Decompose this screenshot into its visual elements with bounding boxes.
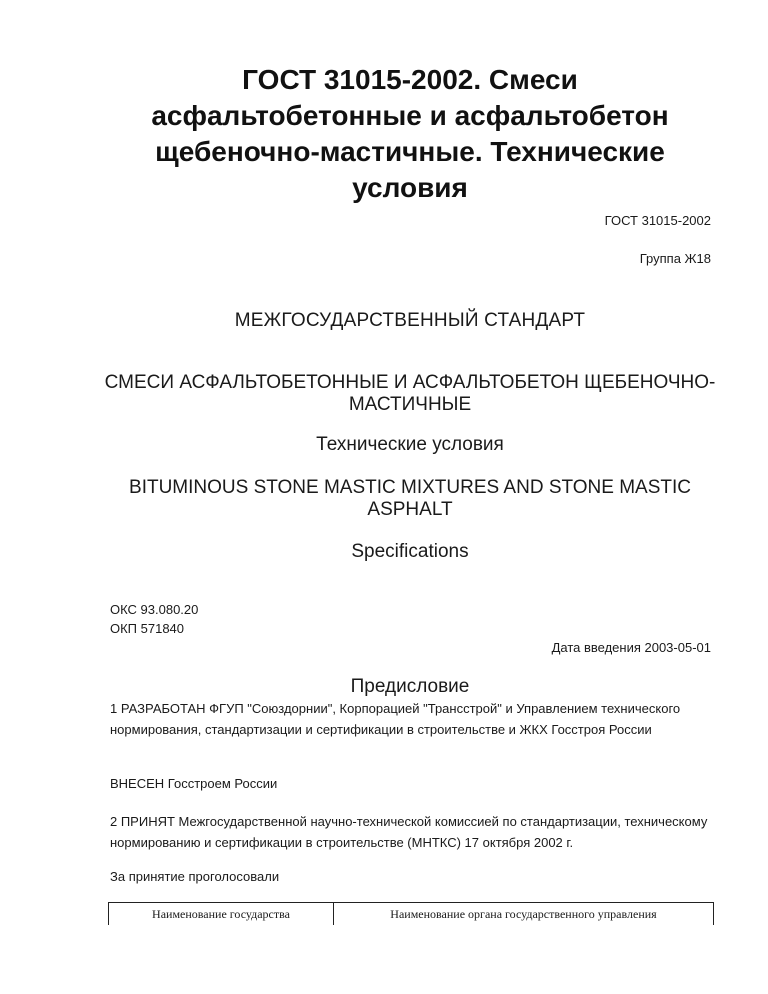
document-code: ГОСТ 31015-2002 <box>604 213 711 228</box>
voting-table <box>108 902 714 925</box>
document-group: Группа Ж18 <box>639 251 711 266</box>
table-header-state: Наименование государства <box>109 903 334 925</box>
standard-subtitle-en: Specifications <box>351 541 469 562</box>
standard-name-ru: СМЕСИ АСФАЛЬТОБЕТОННЫЕ И АСФАЛЬТОБЕТОН ЩЕБЕНОЧНО-МАСТИЧНЫЕ <box>104 372 716 415</box>
preface-paragraph-2: ВНЕСЕН Госстроем России <box>110 776 278 791</box>
preface-heading: Предисловие <box>350 676 470 697</box>
preface-paragraph-3: 2 ПРИНЯТ Межгосударственной научно-технической комиссией по стандартизации, техническому нормированию и сертификации в строительстве (МНТКС) 17 октября 2002 г. <box>110 814 708 850</box>
introduction-date: Дата введения 2003-05-01 <box>551 640 711 655</box>
oks-code: ОКС 93.080.20 <box>110 602 199 617</box>
standard-subtitle-ru: Технические условия <box>316 434 504 455</box>
table-header-authority: Наименование органа государственного управления <box>390 906 657 921</box>
preface-paragraph-4: За принятие проголосовали <box>110 869 280 884</box>
page-title: ГОСТ 31015-2002. Смеси асфальтобетонные и асфальтобетон щебеночно-мастичные. Технические условия <box>151 64 669 203</box>
standard-type-heading: МЕЖГОСУДАРСТВЕННЫЙ СТАНДАРТ <box>234 310 586 331</box>
preface-paragraph-1: 1 РАЗРАБОТАН ФГУП "Союздорнии", Корпорацией "Трансстрой" и Управлением технического нормирования, стандартизации и сертификации в строительстве и ЖКХ Госстроя России <box>110 701 681 737</box>
okp-code: ОКП 571840 <box>110 621 185 636</box>
standard-name-en: BITUMINOUS STONE MASTIC MIXTURES AND STONE MASTIC ASPHALT <box>129 477 691 520</box>
